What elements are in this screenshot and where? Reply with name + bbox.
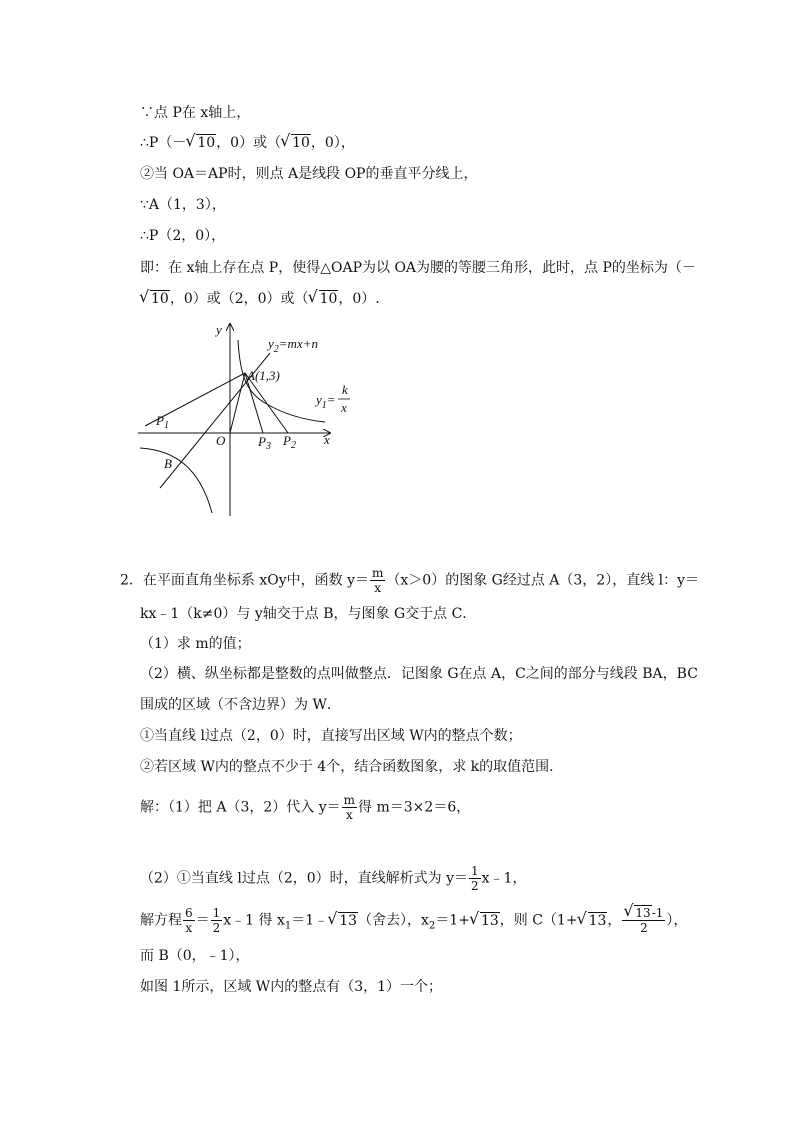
y1-label: $y_1=$ bbox=[316, 392, 336, 411]
question-2-sub-1: ①当直线 l过点（2，0）时，直接写出区域 W内的整点个数； bbox=[140, 728, 522, 744]
sqrt-10: √ 10 bbox=[309, 289, 339, 309]
hyperbola-third-quadrant bbox=[140, 448, 212, 513]
line-2: ∴P（－√ 10，0）或（√ 10，0）， bbox=[140, 133, 355, 153]
origin-label: O bbox=[216, 433, 226, 448]
question-2-sub-2: ②若区域 W内的整点不少于 4个，结合函数图象，求 k的取值范围． bbox=[140, 759, 564, 775]
line-4: ∵A（1，3）， bbox=[140, 197, 226, 213]
sqrt-13: √ 13 bbox=[328, 911, 358, 931]
y-axis-label: y bbox=[216, 322, 222, 337]
p2-label: $P_2$ bbox=[283, 433, 296, 451]
solution-1: 解：（1）把 A（3，2）代入 y＝ $\frac{m}{x}$ 得 m＝3×2＝6， bbox=[140, 793, 471, 822]
fraction-6-over-x: $\frac{6}{x}$ bbox=[185, 906, 193, 935]
fraction-m-over-x: $\frac{m}{x}$ bbox=[343, 793, 356, 822]
point-a-label: A(1,3) bbox=[247, 368, 280, 383]
solution-3: 解方程 $\frac{6}{x}$ ＝ $\frac{1}{2}$ x﹣1 得 $x_1=1﹣√$ 13（舍去），$x_2=1+√$ 13，则 C（1+√ 13， √ $\frac{13-1}{2}$ ）， bbox=[140, 906, 687, 936]
question-2-part-2-cont: 围成的区域（不含边界）为 W． bbox=[140, 697, 341, 713]
solution-5: 如图 1所示，区域 W内的整点有（3，1）一个； bbox=[140, 979, 443, 995]
fraction-one-half: $\frac{1}{2}$ bbox=[212, 906, 221, 935]
fraction-one-half: $\frac{1}{2}$ bbox=[471, 864, 479, 893]
line-o-a bbox=[230, 373, 245, 433]
function-graph bbox=[130, 318, 350, 518]
question-2-line-1: 2．在平面直角坐标系 xOy中，函数 y＝ $\frac{m}{x}$ （x＞0）的图象 G经过点 A（3，2），直线 l：y＝ bbox=[120, 566, 700, 595]
question-2-line-2: kx﹣1（k≠0）与 y轴交于点 B，与图象 G交于点 C． bbox=[140, 606, 477, 622]
question-2-part-2: （2）横、纵坐标都是整数的点叫做整点．记图象 G在点 A，C之间的部分与线段 BA，BC bbox=[140, 666, 698, 682]
question-2-part-1: （1）求 m的值； bbox=[140, 636, 251, 652]
sqrt-13: √ 13 bbox=[470, 911, 500, 931]
sqrt-13: √ 13 bbox=[578, 911, 608, 931]
solution-2: （2）①当直线 l过点（2，0）时，直线解析式为 y＝ $\frac{1}{2}$ x﹣1， bbox=[140, 864, 527, 893]
sqrt-10: √ 10 bbox=[281, 133, 311, 153]
b-label: B bbox=[164, 456, 172, 471]
y1-fraction-num: k bbox=[342, 382, 348, 397]
p3-label: $P_3$ bbox=[258, 434, 271, 452]
line-5: ∴P（2，0）， bbox=[140, 228, 226, 244]
p1-label: $P_1$ bbox=[156, 413, 169, 431]
solution-4: 而 B（0，﹣1）， bbox=[140, 948, 250, 964]
sqrt-10: √ 10 bbox=[140, 289, 170, 309]
line-1: ∵点 P在 x轴上， bbox=[140, 105, 251, 121]
fraction-m-over-x: $\frac{m}{x}$ bbox=[372, 566, 384, 595]
line-6: 即：在 x轴上存在点 P，使得△OAP为以 OA为腰的等腰三角形，此时，点 P的坐标为（－ bbox=[140, 260, 696, 276]
line-7: √ 10，0）或（2，0）或（√ 10，0）. bbox=[140, 289, 380, 309]
x-axis-label: x bbox=[324, 432, 330, 447]
y2-label: $y_2=mx+n$ bbox=[268, 336, 318, 355]
line-3: ②当 OA＝AP时，则点 A是线段 OP的垂直平分线上， bbox=[140, 166, 478, 182]
sqrt-10: √ 10 bbox=[186, 133, 216, 153]
y1-fraction-den: x bbox=[341, 400, 347, 415]
fraction-c-y: √ $\frac{13-1}{2}$ bbox=[622, 906, 665, 935]
